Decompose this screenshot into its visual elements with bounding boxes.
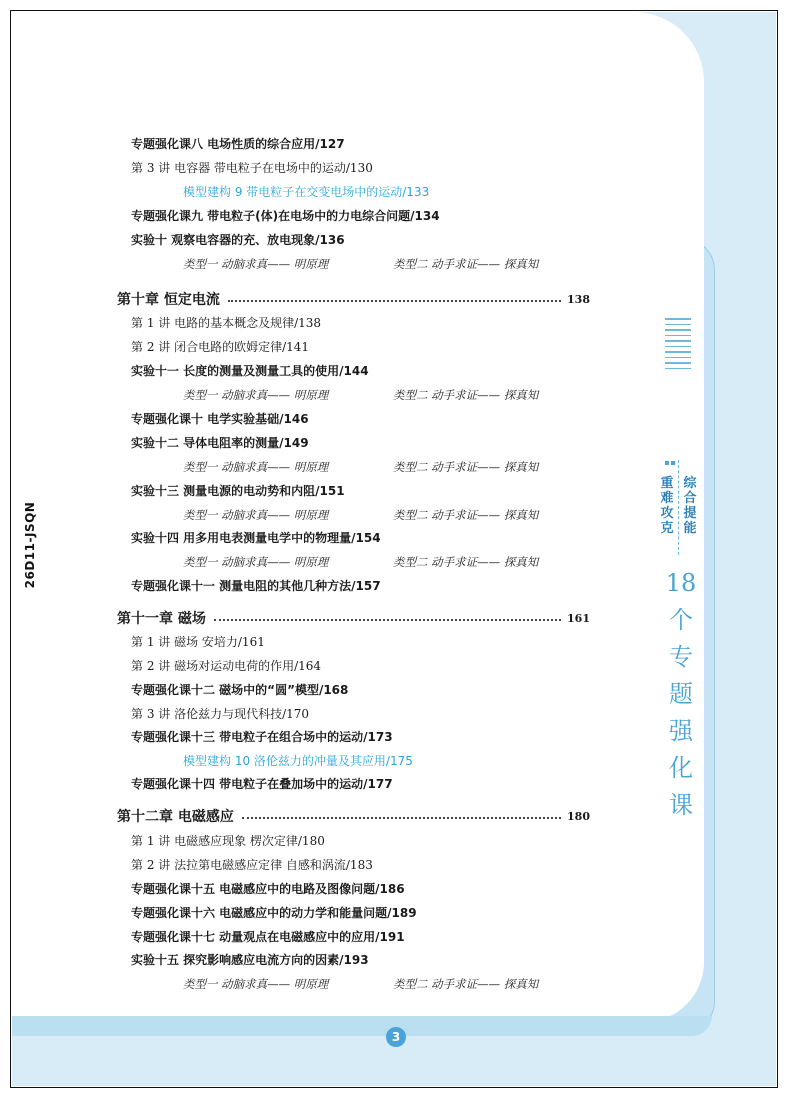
square-icon <box>671 461 675 465</box>
toc-entry: 实验十四 用多用电表测量电学中的物理量/154 <box>131 531 381 545</box>
type-two: 类型二 动手求证—— 探真知 <box>393 388 539 402</box>
side-code: 26D11-JSQN <box>23 501 37 589</box>
side-big-char: 个 <box>669 606 693 634</box>
toc-entry-model: 模型建构 10 洛伦兹力的冲量及其应用/175 <box>183 754 413 768</box>
toc-entry: 专题强化课十 电学实验基础/146 <box>131 412 309 426</box>
type-one: 类型一 动脑求真—— 明原理 <box>183 977 329 991</box>
leader-dots <box>242 817 561 819</box>
side-title-difficult: 重难攻克 <box>660 476 674 536</box>
toc-entry: 专题强化课九 带电粒子(体)在电场中的力电综合问题/134 <box>131 209 440 223</box>
toc-entry: 实验十五 探究影响感应电流方向的因素/193 <box>131 953 369 967</box>
type-one: 类型一 动脑求真—— 明原理 <box>183 460 329 474</box>
leader-dots <box>228 300 561 302</box>
toc-entry: 专题强化课八 电场性质的综合应用/127 <box>131 137 345 151</box>
chapter-heading <box>117 609 590 627</box>
toc-entry: 专题强化课十四 带电粒子在叠加场中的运动/177 <box>131 777 393 791</box>
toc-entry: 第 2 讲 磁场对运动电荷的作用/164 <box>131 659 322 673</box>
side-big-char: 化 <box>669 754 693 782</box>
toc-entry-model: 模型建构 9 带电粒子在交变电场中的运动/133 <box>183 185 430 199</box>
page-number: 3 <box>386 1027 406 1047</box>
toc-entry: 实验十二 导体电阻率的测量/149 <box>131 436 309 450</box>
toc-entry: 专题强化课十七 动量观点在电磁感应中的应用/191 <box>131 930 405 944</box>
type-two: 类型二 动手求证—— 探真知 <box>393 977 539 991</box>
toc-type-row <box>183 507 603 523</box>
type-one: 类型一 动脑求真—— 明原理 <box>183 508 329 522</box>
chapter-page: 180 <box>567 809 590 823</box>
toc-type-row <box>183 459 603 475</box>
toc-type-row <box>183 387 603 403</box>
type-two: 类型二 动手求证—— 探真知 <box>393 555 539 569</box>
toc-entry: 第 2 讲 闭合电路的欧姆定律/141 <box>131 340 310 354</box>
type-one: 类型一 动脑求真—— 明原理 <box>183 257 329 271</box>
toc-entry: 专题强化课十一 测量电阻的其他几种方法/157 <box>131 579 381 593</box>
side-big-char: 18 <box>665 569 697 597</box>
toc-entry: 第 3 讲 电容器 带电粒子在电场中的运动/130 <box>131 161 373 175</box>
toc-entry: 专题强化课十六 电磁感应中的动力学和能量问题/189 <box>131 906 417 920</box>
type-one: 类型一 动脑求真—— 明原理 <box>183 555 329 569</box>
type-one: 类型一 动脑求真—— 明原理 <box>183 388 329 402</box>
toc-entry: 专题强化课十二 磁场中的“圆”模型/168 <box>131 683 349 697</box>
side-big-char: 课 <box>669 791 693 819</box>
side-divider <box>678 460 679 555</box>
chapter-title: 第十二章 电磁感应 <box>117 809 234 825</box>
chapter-page: 138 <box>567 292 590 306</box>
chapter-heading <box>117 290 590 308</box>
type-two: 类型二 动手求证—— 探真知 <box>393 508 539 522</box>
toc-entry: 第 1 讲 磁场 安培力/161 <box>131 635 265 649</box>
type-two: 类型二 动手求证—— 探真知 <box>393 460 539 474</box>
toc-type-row <box>183 554 603 570</box>
toc-entry: 专题强化课十五 电磁感应中的电路及图像问题/186 <box>131 882 405 896</box>
side-big-char: 专 <box>669 643 693 671</box>
chapter-heading <box>117 807 590 825</box>
toc-type-row <box>183 976 603 992</box>
leader-dots <box>214 619 561 621</box>
chapter-title: 第十一章 磁场 <box>117 611 206 627</box>
side-big-char: 题 <box>669 680 693 708</box>
chapter-page: 161 <box>567 611 590 625</box>
side-title-comprehensive: 综合提能 <box>683 476 697 536</box>
page-frame <box>10 10 778 1088</box>
side-big-title <box>663 565 699 824</box>
chapter-title: 第十章 恒定电流 <box>117 292 220 308</box>
toc-entry: 第 1 讲 电路的基本概念及规律/138 <box>131 316 322 330</box>
toc-entry: 专题强化课十三 带电粒子在组合场中的运动/173 <box>131 730 393 744</box>
square-icon <box>665 461 669 465</box>
toc-type-row <box>183 256 603 272</box>
toc-entry: 实验十三 测量电源的电动势和内阻/151 <box>131 484 345 498</box>
stripes-icon <box>665 318 691 373</box>
toc-entry: 实验十一 长度的测量及测量工具的使用/144 <box>131 364 369 378</box>
toc-entry: 第 1 讲 电磁感应现象 楞次定律/180 <box>131 834 325 848</box>
toc-entry: 第 3 讲 洛伦兹力与现代科技/170 <box>131 707 310 721</box>
toc-entry: 实验十 观察电容器的充、放电现象/136 <box>131 233 345 247</box>
side-big-char: 强 <box>669 717 693 745</box>
type-two: 类型二 动手求证—— 探真知 <box>393 257 539 271</box>
toc-entry: 第 2 讲 法拉第电磁感应定律 自感和涡流/183 <box>131 858 373 872</box>
